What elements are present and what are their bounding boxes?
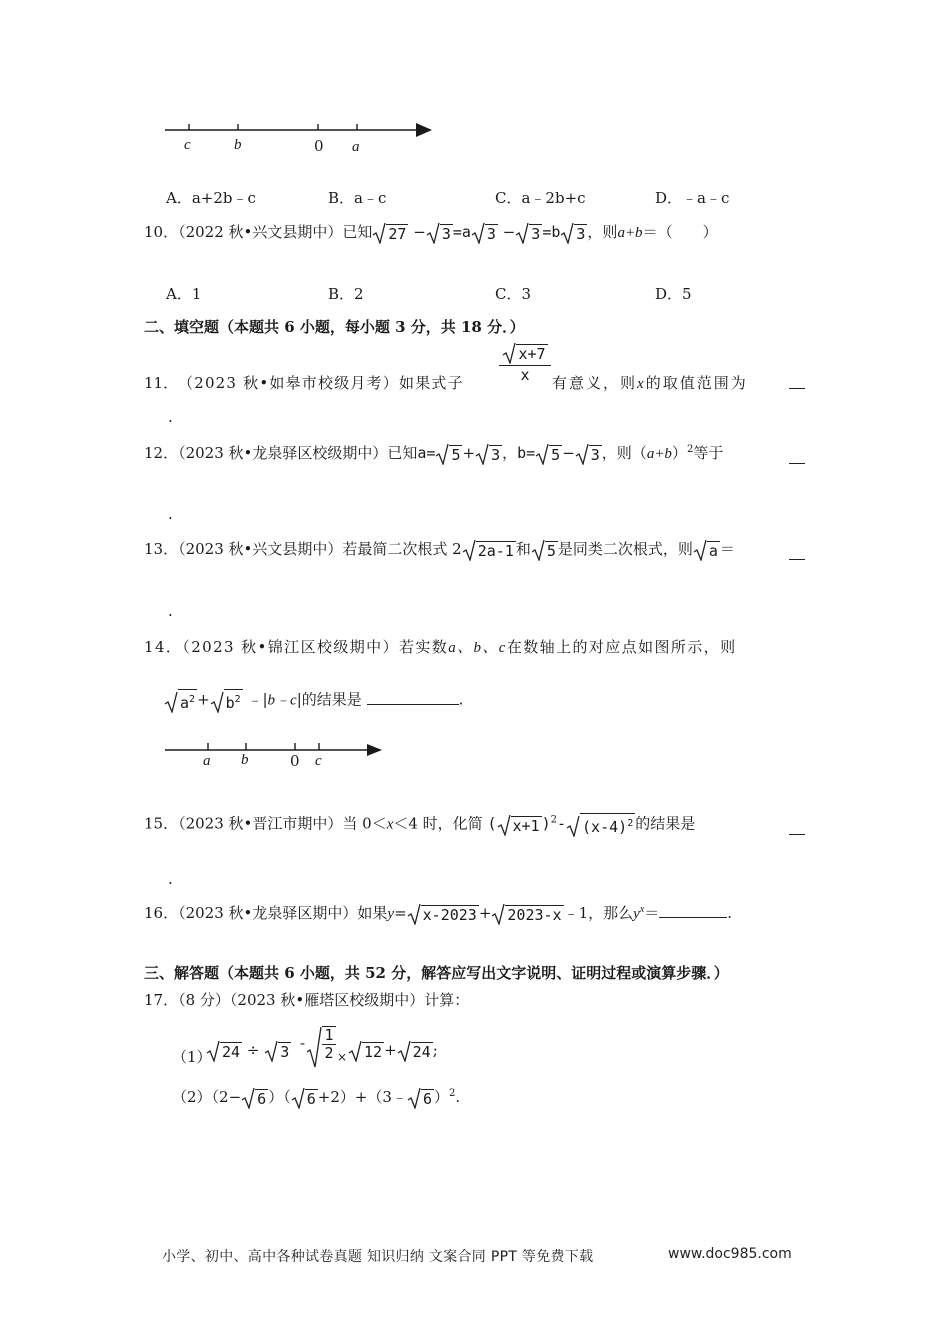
nl1-label-0: 0 [314, 137, 324, 155]
q16-answer-blank[interactable] [659, 903, 727, 918]
question-17-heading: 17．（8 分）（2023 秋•雁塔区校级期中）计算： [144, 991, 470, 1009]
question-16: 16．（2023 秋•龙泉驿区期中）如果y= x-2023 + 2023-x ﹣1，那么$y^x=$ . [144, 904, 733, 924]
nl1-label-a: a [352, 139, 360, 155]
nl2-label-c: c [315, 753, 322, 769]
q11-dot: . [168, 408, 173, 426]
number-line-2 [160, 738, 390, 768]
nl1-label-c: c [184, 137, 191, 153]
q10-option-c: C．3 [495, 285, 532, 303]
q10-option-a: A．1 [166, 285, 202, 303]
nl2-label-0: 0 [290, 752, 300, 770]
section-2-heading: 二、填空题（本题共 6 小题，每小题 3 分，共 18 分．） [144, 318, 525, 336]
q9-option-a: A．a+2b﹣c [166, 189, 256, 207]
q12-answer-blank[interactable] [789, 447, 805, 464]
question-12: 12．（2023 秋•龙泉驿区校级期中）已知a= 5 + 3 ，b= 5 − 3 ，则$(a+b)^2$等于 [144, 444, 724, 464]
footer-text: 小学、初中、高中各种试卷真题 知识归纳 文案合同 PPT 等免费下载 [162, 1249, 594, 1265]
q15-answer-blank[interactable] [789, 818, 805, 835]
q11-answer-blank[interactable] [789, 372, 805, 389]
q10-option-d: D．5 [655, 285, 692, 303]
q13-answer-blank[interactable] [789, 543, 805, 560]
question-13: 13．（2023 秋•兴文县期中）若最简二次根式 2 2a-1 和 5 是同类二次根式，则 a ＝ [144, 540, 735, 560]
q10-option-b: B．2 [328, 285, 364, 303]
question-15: 15．（2023 秋•晋江市期中）当 0＜x＜4 时，化简 ( x+1 )$^2$- $(x-4)^2$ 的结果是 [144, 814, 696, 836]
question-10: 10．（2022 秋•兴文县期中）已知 27 − 3 =a 3 − 3 =b 3 ，则a+b＝（ ） [144, 223, 718, 243]
section-3-heading: 三、解答题（本题共 6 小题，共 52 分，解答应写出文字说明、证明过程或演算步骤．） [144, 964, 729, 982]
footer-url[interactable]: www.doc985.com [668, 1246, 792, 1262]
question-14: 14．（2023 秋•锦江区校级期中）若实数a、b、c在数轴上的对应点如图所示，则 [144, 638, 737, 656]
q13-dot: . [168, 602, 173, 620]
q9-option-c: C．a﹣2b+c [495, 189, 586, 207]
nl1-label-b: b [234, 137, 242, 153]
q9-option-d: D．﹣a﹣c [655, 189, 730, 207]
q15-dot: . [168, 870, 173, 888]
nl2-label-b: b [241, 752, 249, 768]
question-14-expression: $a^2$ + $b^2$ ﹣|b﹣c|的结果是 . [164, 688, 463, 713]
question-17-part-2: （2）（2− 6 ）（ 6 +2）+（3﹣ 6 ）$^2$. [172, 1088, 461, 1108]
nl2-label-a: a [203, 753, 211, 769]
q9-option-b: B．a﹣c [328, 189, 387, 207]
q12-dot: . [168, 505, 173, 523]
number-line-1 [160, 118, 450, 163]
q14-answer-blank[interactable] [367, 690, 459, 705]
